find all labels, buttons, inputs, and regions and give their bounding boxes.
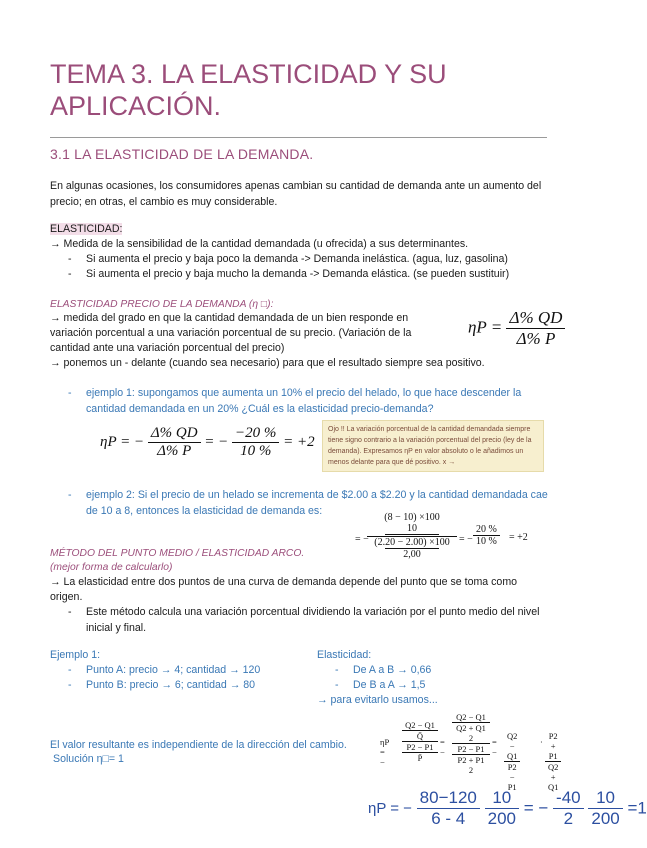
metodo-line1: → La elasticidad entre dos puntos de una curva de demanda depende del punto que se toma como xyxy=(50,576,518,588)
formula-denominator: 2 xyxy=(563,809,574,828)
list-item-text: Punto A: precio → 4; cantidad → 120 xyxy=(86,664,261,676)
formula-part: P̄ xyxy=(402,752,438,763)
formula-big-fraction xyxy=(402,720,438,763)
formula-denominator: 200 xyxy=(591,809,620,828)
resultado-line1: El valor resultante es independiente de la dirección del cambio. xyxy=(50,739,347,751)
elasticidad-ab-heading: Elasticidad: xyxy=(317,649,372,661)
elasticidad-heading-text: ELASTICIDAD: xyxy=(50,223,123,235)
formula-denominator: 200 xyxy=(487,809,516,828)
ejemplo1-item: - ejemplo 1: supongamos que aumenta un 10% el precio del helado, lo que hace descender la cantidad demandada en un 20% ¿Cuál es la elasticidad precio-demanda? xyxy=(68,386,548,417)
note-box: Ojo !! La variación porcentual de la cantidad demandada siempre tiene signo contrario a la variación porcentual del precio (ley de la demanda). Expresamos ηP en valor absoluto o le añadimos un menos delante para que dé positivo. x → xyxy=(322,420,544,472)
list-item-text: Este método calcula una variación porcentual dividiendo la variación por el punto medio del nivel inicial y final. xyxy=(86,606,540,634)
formula-big-fraction xyxy=(452,712,490,775)
formula-denominator: Δ% P xyxy=(157,443,192,459)
formula-fraction xyxy=(485,788,519,829)
formula-part: = +2 xyxy=(283,433,315,450)
formula-part: 2 xyxy=(468,733,474,743)
page-title: TEMA 3. LA ELASTICIDAD Y SU APLICACIÓN. xyxy=(50,59,447,121)
elasticidad-definition: → Medida de la sensibilidad de la cantidad demandada (u ofrecida) a sus determinantes. xyxy=(50,238,469,250)
list-item-text: De B a A → 1,5 xyxy=(353,679,426,691)
title-divider xyxy=(50,137,547,138)
list-item: - Punto A: precio → 4; cantidad → 120 xyxy=(68,664,261,676)
formula-part: = +2 xyxy=(509,532,528,543)
formula-part: = − xyxy=(523,798,549,818)
metodo-line2: origen. xyxy=(50,591,83,603)
intro-paragraph: En algunas ocasiones, los consumidores apenas cambian su cantidad de demanda ante un aumento del precio; en otras, el cambio es muy considerable. xyxy=(50,180,542,208)
formula-part: P2 − P1 xyxy=(452,743,490,754)
ejemplo-punto-heading: Ejemplo 1: xyxy=(50,649,101,661)
formula-fraction xyxy=(473,524,500,547)
formula-fraction xyxy=(148,425,201,460)
formula-part: ×100 xyxy=(419,512,440,523)
final-formula xyxy=(368,788,647,829)
formula-denominator: 10 % xyxy=(476,536,497,547)
formula-numerator: Δ% QD xyxy=(506,308,565,329)
formula-part: (8 − 10) xyxy=(384,512,417,523)
formula-part: P2 + P1 xyxy=(452,754,490,765)
formula-numerator: Δ% QD xyxy=(148,425,201,443)
formula-big-fraction xyxy=(367,512,457,560)
list-item: - Si aumenta el precio y baja poco la demanda -> Demanda inelástica. (agua, luz, gasolina) xyxy=(68,253,508,265)
formula-part: · xyxy=(540,737,543,747)
ejemplo2-item: - ejemplo 2: Si el precio de un helado se incrementa de $2.00 a $2.20 y la cantidad demandada cae de 10 a 8, entonces la elasticidad de demanda es: xyxy=(68,488,553,519)
formula-part: =1 xyxy=(627,798,647,818)
formula-numerator: -40 xyxy=(553,788,584,809)
formula-part: ηP = − xyxy=(368,800,412,817)
list-item: - Si aumenta el precio y baja mucho la demanda -> Demanda elástica. (se pueden sustituir) xyxy=(68,268,510,280)
precio-heading: ELASTICIDAD PRECIO DE LA DEMANDA (η □): xyxy=(50,299,274,310)
formula-fraction xyxy=(504,731,520,792)
list-item: - Punto B: precio → 6; cantidad → 80 xyxy=(68,679,256,691)
formula-part: Q̄ xyxy=(402,730,438,741)
formula-part: = − xyxy=(204,433,229,450)
elasticity-formula xyxy=(468,308,565,349)
formula-part: = − xyxy=(459,534,473,545)
formula-denominator: 6 - 4 xyxy=(431,809,466,828)
formula-part: 2,00 xyxy=(385,548,439,560)
formula-part: Q2 − Q1 xyxy=(405,720,435,730)
resultado-line2: Solución η□= 1 xyxy=(53,753,124,765)
formula-part: ηP = − xyxy=(100,433,145,450)
formula-fraction xyxy=(417,788,480,829)
formula-part: 2 xyxy=(468,765,474,775)
formula-numerator: 20 % xyxy=(473,524,500,536)
formula-part: 10 xyxy=(385,523,439,535)
ejemplo2-text: ejemplo 2: Si el precio de un helado se incrementa de $2.00 a $2.20 y la cantidad demandada cae de 10 a 8, entonces la elasticidad de demanda es: xyxy=(86,489,548,517)
list-item: - Este método calcula una variación porcentual dividiendo la variación por el punto medio del nivel inicial y final. xyxy=(68,605,548,636)
formula-denominator: 10 % xyxy=(240,443,272,459)
formula-part: = − xyxy=(492,737,497,757)
formula-part: P2 − P1 xyxy=(402,741,438,752)
list-item: - De B a A → 1,5 xyxy=(335,679,426,691)
formula-fraction xyxy=(232,425,279,460)
formula-part: Q2 + Q1 xyxy=(452,722,490,733)
formula-part: = − xyxy=(355,534,369,545)
formula-fraction xyxy=(545,731,561,792)
list-item-text: Si aumenta el precio y baja poco la demanda -> Demanda inelástica. (agua, luz, gasolina) xyxy=(86,253,508,265)
precio-line4: → ponemos un - delante (cuando sea necesario) para que el resultado siempre sea positivo. xyxy=(50,357,485,369)
formula-fraction xyxy=(506,308,565,349)
metodo-subheading: (mejor forma de calcularlo) xyxy=(50,562,173,573)
formula-denominator: P2 − P1 xyxy=(507,762,517,792)
list-item-text: Punto B: precio → 6; cantidad → 80 xyxy=(86,679,256,691)
formula-numerator: 10 xyxy=(485,788,519,809)
formula-fraction xyxy=(553,788,584,829)
formula-part: (2.20 − 2.00) xyxy=(374,537,427,548)
precio-line3: cantidad ante una variación porcentual del precio) xyxy=(50,342,285,354)
formula-denominator: Δ% P xyxy=(516,329,556,348)
formula-numerator: −20 % xyxy=(232,425,279,443)
formula-numerator: 10 xyxy=(588,788,622,809)
ejemplo1-formula xyxy=(100,425,315,460)
list-item-text: Si aumenta el precio y baja mucho la demanda -> Demanda elástica. (se pueden sustituir) xyxy=(86,268,510,280)
formula-part: ηP = − xyxy=(380,737,389,767)
section-heading: 3.1 LA ELASTICIDAD DE LA DEMANDA. xyxy=(50,146,314,162)
list-item: - De A a B → 0,66 xyxy=(335,664,432,676)
elasticidad-ab-footer: → para evitarlo usamos... xyxy=(317,694,438,706)
formula-lhs: ηP = xyxy=(468,317,503,337)
formula-numerator: 80−120 xyxy=(417,788,480,809)
elasticidad-heading xyxy=(50,222,122,238)
ejemplo1-text: ejemplo 1: supongamos que aumenta un 10% el precio del helado, lo que hace descender la cantidad demandada en un 20% ¿Cuál es la elasticidad precio-demanda? xyxy=(86,387,522,415)
formula-part: = − xyxy=(440,737,445,757)
formula-part: ×100 xyxy=(429,537,450,548)
metodo-heading: MÉTODO DEL PUNTO MEDIO / ELASTICIDAD ARCO. xyxy=(50,548,305,559)
formula-numerator: P2 + P1 xyxy=(545,731,561,762)
precio-line1: → medida del grado en que la cantidad demandada de un bien responde en xyxy=(50,312,409,324)
precio-line2: variación porcentual a una variación porcentual de su precio. (Variación de la xyxy=(50,327,412,339)
list-item-text: De A a B → 0,66 xyxy=(353,664,432,676)
formula-denominator: Q2 + Q1 xyxy=(548,762,559,792)
formula-fraction xyxy=(588,788,622,829)
formula-numerator: Q2 − Q1 xyxy=(504,731,520,762)
formula-part: Q2 − Q1 xyxy=(456,712,486,722)
